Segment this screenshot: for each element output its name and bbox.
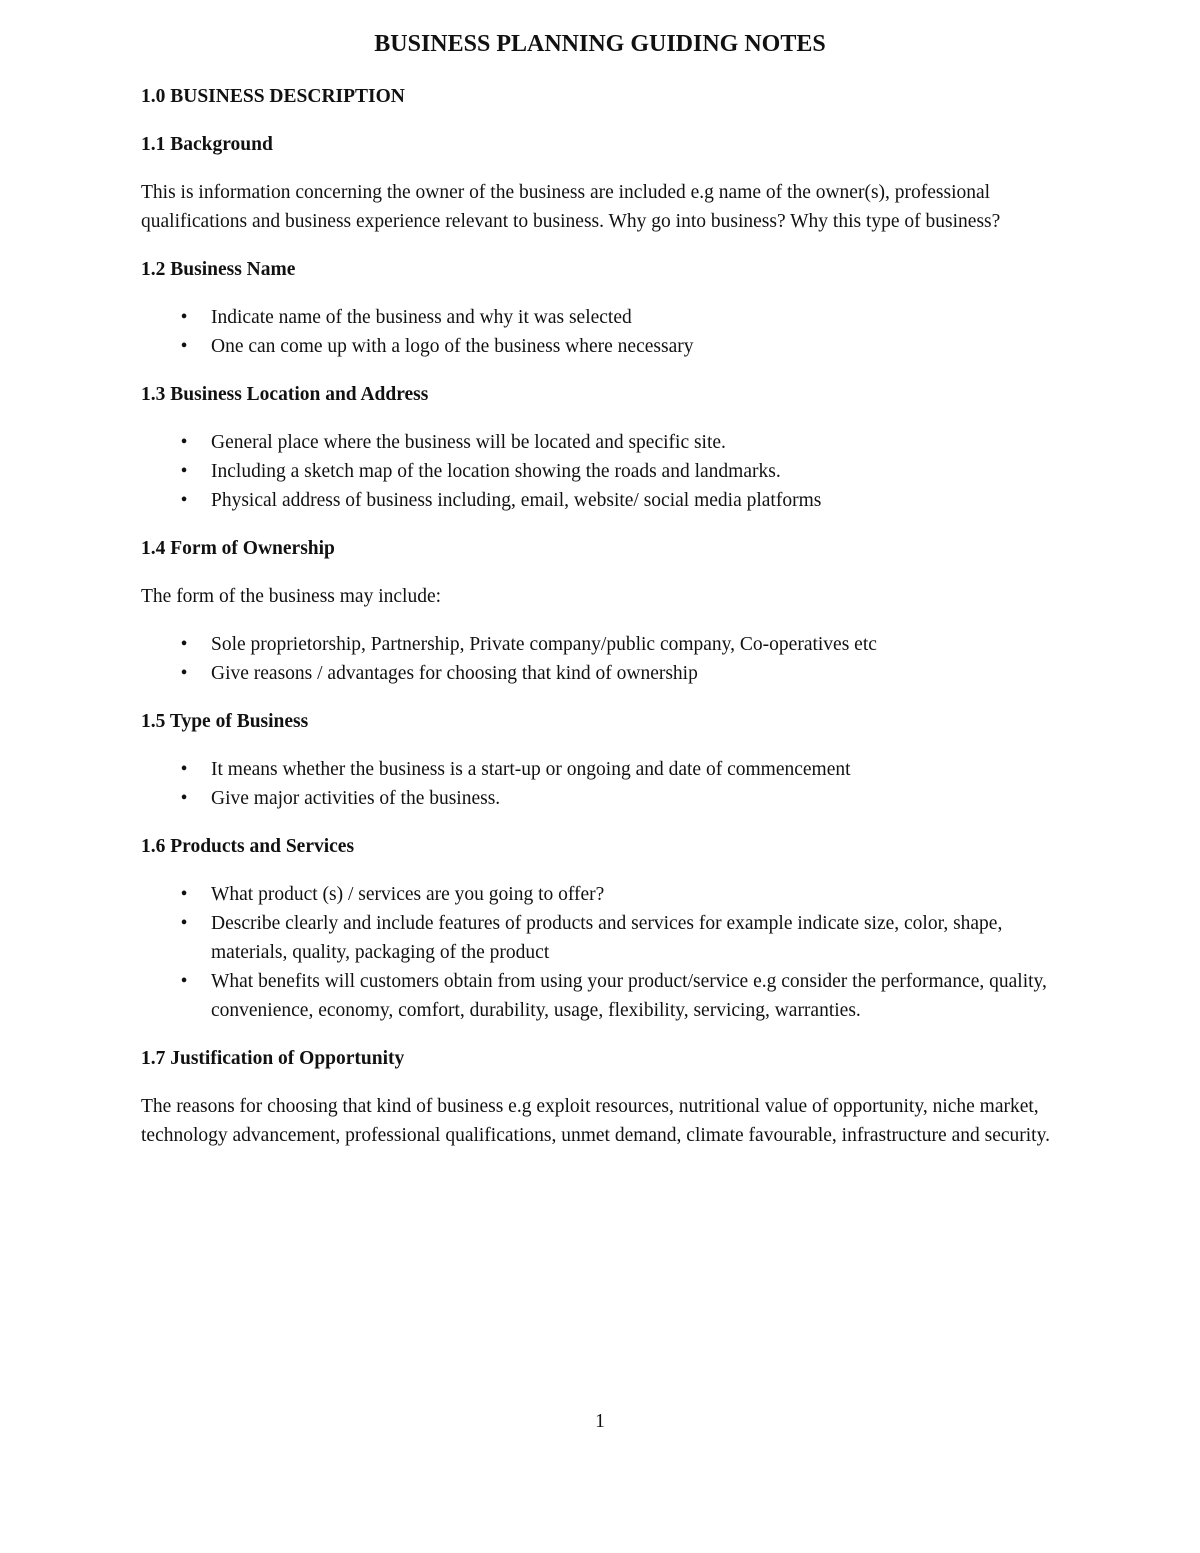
bullet-icon: • <box>180 971 188 992</box>
list-item <box>141 784 1061 813</box>
bullet-icon: • <box>180 336 188 357</box>
section-heading-products-and-services: 1.6 Products and Services <box>141 836 355 857</box>
business-location-list <box>141 428 1061 515</box>
bullet-icon: • <box>180 884 188 905</box>
list-item-text: Give major activities of the business. <box>211 788 501 809</box>
section-heading-business-name: 1.2 Business Name <box>141 259 296 280</box>
bullet-icon: • <box>180 913 188 934</box>
section-heading-justification-of-opportunity: 1.7 Justification of Opportunity <box>141 1048 405 1069</box>
list-item <box>141 909 1061 967</box>
list-item-text: Sole proprietorship, Partnership, Private company/public company, Co-operatives etc <box>211 634 877 655</box>
section-heading-type-of-business: 1.5 Type of Business <box>141 711 309 732</box>
list-item <box>141 486 1061 515</box>
bullet-icon: • <box>180 759 188 780</box>
bullet-icon: • <box>180 432 188 453</box>
page-number: 1 <box>595 1411 605 1432</box>
bullet-icon: • <box>180 307 188 328</box>
list-item <box>141 630 1061 659</box>
background-paragraph: This is information concerning the owner of the business are included e.g name of the owner(s), professional qualifications and business experience relevant to business. Why go into business? Why this type of business? <box>141 182 1001 232</box>
form-of-ownership-paragraph: The form of the business may include: <box>141 586 442 607</box>
list-item-text: Including a sketch map of the location showing the roads and landmarks. <box>211 461 781 482</box>
bullet-icon: • <box>180 461 188 482</box>
document-body <box>141 82 1061 1169</box>
bullet-icon: • <box>180 490 188 511</box>
list-item <box>141 428 1061 457</box>
list-item-text: What product (s) / services are you going to offer? <box>211 884 605 905</box>
section-heading-business-description: 1.0 BUSINESS DESCRIPTION <box>141 86 405 107</box>
justification-paragraph: The reasons for choosing that kind of business e.g exploit resources, nutritional value of opportunity, niche market, technology advancement, professional qualifications, unmet demand, climate favourable, infrastructure and security. <box>141 1096 1050 1146</box>
list-item-text: Physical address of business including, email, website/ social media platforms <box>211 490 822 511</box>
bullet-icon: • <box>180 634 188 655</box>
list-item <box>141 755 1061 784</box>
list-item <box>141 659 1061 688</box>
list-item-text: What benefits will customers obtain from using your product/service e.g consider the performance, quality, convenience, economy, comfort, durability, usage, flexibility, servicing, warranties. <box>211 971 1047 1021</box>
list-item <box>141 457 1061 486</box>
list-item-text: One can come up with a logo of the business where necessary <box>211 336 694 357</box>
bullet-icon: • <box>180 788 188 809</box>
list-item <box>141 332 1061 361</box>
section-heading-form-of-ownership: 1.4 Form of Ownership <box>141 538 335 559</box>
list-item-text: Describe clearly and include features of products and services for example indicate size, color, shape, materials, quality, packaging of the product <box>211 913 1003 963</box>
form-of-ownership-list <box>141 630 1061 688</box>
bullet-icon: • <box>180 663 188 684</box>
document-title: BUSINESS PLANNING GUIDING NOTES <box>374 31 826 57</box>
list-item <box>141 880 1061 909</box>
section-heading-business-location: 1.3 Business Location and Address <box>141 384 429 405</box>
list-item-text: General place where the business will be located and specific site. <box>211 432 726 453</box>
section-heading-background: 1.1 Background <box>141 134 273 155</box>
products-and-services-list <box>141 880 1061 1025</box>
type-of-business-list <box>141 755 1061 813</box>
list-item-text: It means whether the business is a start-up or ongoing and date of commencement <box>211 759 851 780</box>
list-item <box>141 967 1061 1025</box>
list-item <box>141 303 1061 332</box>
list-item-text: Give reasons / advantages for choosing that kind of ownership <box>211 663 698 684</box>
list-item-text: Indicate name of the business and why it was selected <box>211 307 632 328</box>
business-name-list <box>141 303 1061 361</box>
